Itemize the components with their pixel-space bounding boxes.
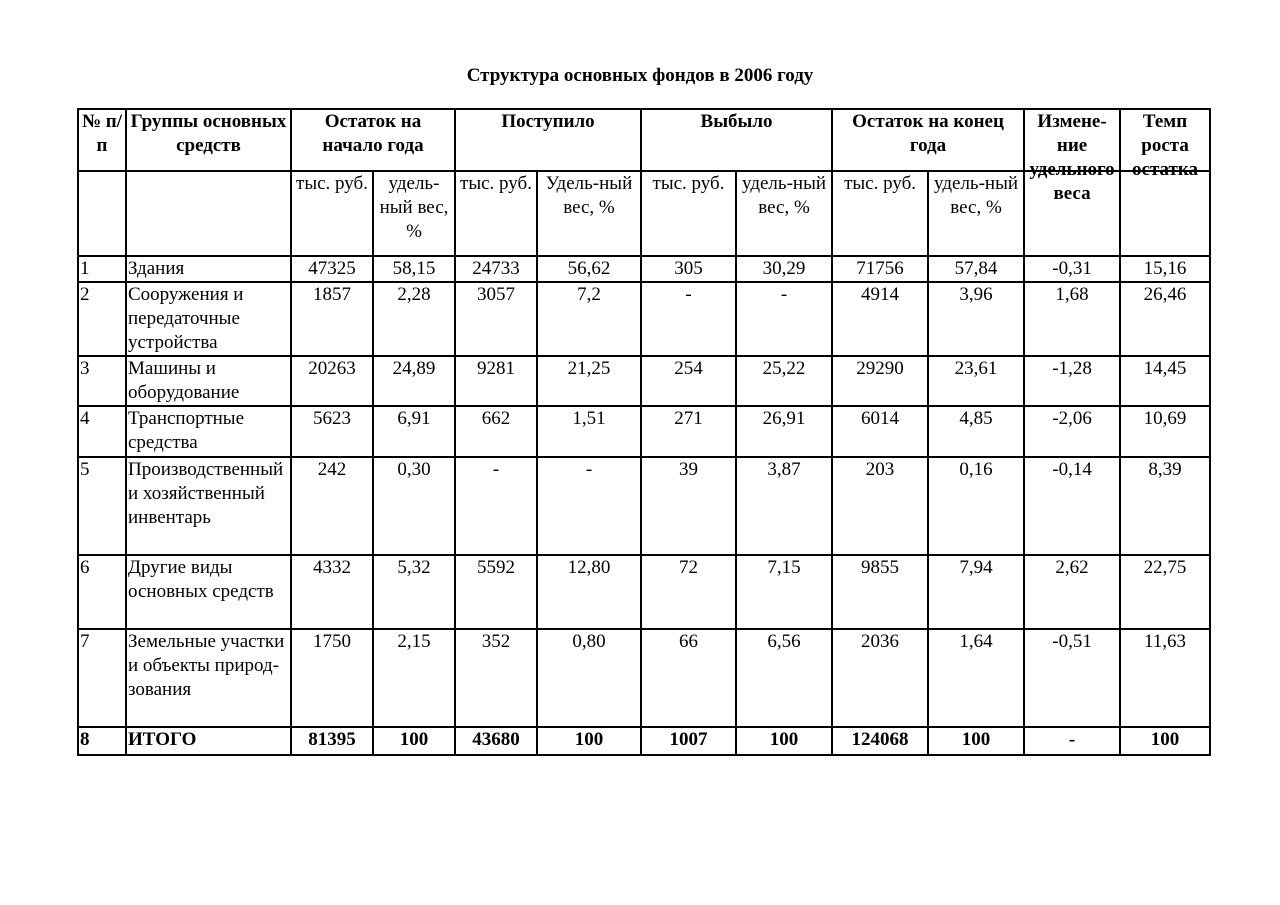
row-retired-sum: 66: [641, 629, 736, 727]
row-name: Здания: [126, 256, 291, 282]
total-row: [78, 727, 1210, 755]
subheader-start-share: удель-ный вес, %: [373, 171, 455, 256]
row-retired-share: 26,91: [736, 406, 832, 457]
row-growth: 8,39: [1120, 457, 1210, 555]
header-change: [1024, 109, 1120, 204]
row-growth: 100: [1120, 727, 1210, 755]
row-start-share: 6,91: [373, 406, 455, 457]
row-name: Транспортные средства: [126, 406, 291, 457]
row-retired-sum: -: [641, 282, 736, 356]
row-start-share: 100: [373, 727, 455, 755]
row-received-sum: 662: [455, 406, 537, 457]
row-growth: 26,46: [1120, 282, 1210, 356]
row-end-sum: 124068: [832, 727, 928, 755]
row-change: 2,62: [1024, 555, 1120, 629]
header-retired: Выбыло: [641, 109, 832, 171]
row-retired-share: 7,15: [736, 555, 832, 629]
row-name: Машины и оборудование: [126, 356, 291, 406]
row-num: 5: [78, 457, 126, 555]
row-growth: 15,16: [1120, 256, 1210, 282]
row-start-sum: 1857: [291, 282, 373, 356]
row-num: 4: [78, 406, 126, 457]
row-num: 3: [78, 356, 126, 406]
row-received-share: 56,62: [537, 256, 641, 282]
subheader-end-sum: тыс. руб.: [832, 171, 928, 256]
header-growth: [1120, 109, 1210, 180]
row-retired-sum: 305: [641, 256, 736, 282]
header-group-text: Группы основных средств: [130, 111, 287, 156]
row-retired-share: -: [736, 282, 832, 356]
table-row: [78, 555, 1210, 629]
row-end-share: 4,85: [928, 406, 1024, 457]
row-end-sum: 2036: [832, 629, 928, 727]
row-name: Другие виды основных средств: [126, 555, 291, 629]
row-start-sum: 1750: [291, 629, 373, 727]
row-start-sum: 5623: [291, 406, 373, 457]
header-growth-text: Темп роста остатка: [1132, 111, 1199, 180]
row-end-share: 23,61: [928, 356, 1024, 406]
row-retired-share: 6,56: [736, 629, 832, 727]
header-received: Поступило: [455, 109, 641, 171]
row-change: -0,14: [1024, 457, 1120, 555]
row-change: -: [1024, 727, 1120, 755]
row-name: Производственный и хозяйственный инвентарь: [126, 457, 291, 555]
row-end-sum: 4914: [832, 282, 928, 356]
header-change-text: Измене-ние удельного веса: [1029, 111, 1115, 204]
row-received-sum: 352: [455, 629, 537, 727]
row-start-sum: 81395: [291, 727, 373, 755]
row-retired-sum: 39: [641, 457, 736, 555]
row-end-share: 100: [928, 727, 1024, 755]
row-end-sum: 203: [832, 457, 928, 555]
row-change: 1,68: [1024, 282, 1120, 356]
row-name: Земельные участки и объекты природ-зования: [126, 629, 291, 727]
row-received-sum: 24733: [455, 256, 537, 282]
subheader-received-sum: тыс. руб.: [455, 171, 537, 256]
row-received-share: 1,51: [537, 406, 641, 457]
row-start-sum: 20263: [291, 356, 373, 406]
row-num: 2: [78, 282, 126, 356]
row-start-sum: 242: [291, 457, 373, 555]
row-change: -1,28: [1024, 356, 1120, 406]
header-start: Остаток на начало года: [291, 109, 455, 171]
subheader-retired-share: удель-ный вес, %: [736, 171, 832, 256]
row-num: 6: [78, 555, 126, 629]
page-title: Структура основных фондов в 2006 году: [466, 65, 814, 86]
row-received-sum: 5592: [455, 555, 537, 629]
row-retired-share: 25,22: [736, 356, 832, 406]
table-row: [78, 457, 1210, 555]
subheader-retired-sum: тыс. руб.: [641, 171, 736, 256]
table-row: [78, 282, 1210, 356]
row-end-sum: 71756: [832, 256, 928, 282]
row-change: -2,06: [1024, 406, 1120, 457]
row-received-share: 21,25: [537, 356, 641, 406]
row-retired-share: 30,29: [736, 256, 832, 282]
row-received-sum: -: [455, 457, 537, 555]
row-num: 1: [78, 256, 126, 282]
row-retired-share: 100: [736, 727, 832, 755]
row-growth: 11,63: [1120, 629, 1210, 727]
row-retired-sum: 271: [641, 406, 736, 457]
row-growth: 10,69: [1120, 406, 1210, 457]
header-row: [78, 109, 1210, 171]
subheader-empty: [1120, 171, 1210, 256]
row-start-sum: 47325: [291, 256, 373, 282]
subheader-empty: [78, 171, 126, 256]
row-start-share: 5,32: [373, 555, 455, 629]
row-end-sum: 9855: [832, 555, 928, 629]
row-start-share: 2,15: [373, 629, 455, 727]
row-end-sum: 29290: [832, 356, 928, 406]
row-num: 8: [78, 727, 126, 755]
row-end-share: 0,16: [928, 457, 1024, 555]
row-received-share: 7,2: [537, 282, 641, 356]
row-retired-sum: 1007: [641, 727, 736, 755]
table-row: [78, 256, 1210, 282]
table-row: [78, 356, 1210, 406]
subheader-empty: [126, 171, 291, 256]
row-change: -0,31: [1024, 256, 1120, 282]
row-start-share: 24,89: [373, 356, 455, 406]
table-row: [78, 406, 1210, 457]
row-retired-sum: 254: [641, 356, 736, 406]
row-name: Сооружения и передаточные устройства: [126, 282, 291, 356]
row-start-share: 2,28: [373, 282, 455, 356]
row-num: 7: [78, 629, 126, 727]
subheader-start-sum: тыс. руб.: [291, 171, 373, 256]
row-growth: 22,75: [1120, 555, 1210, 629]
row-change: -0,51: [1024, 629, 1120, 727]
row-name: ИТОГО: [126, 727, 291, 755]
header-group: [126, 109, 291, 171]
row-received-sum: 43680: [455, 727, 537, 755]
row-received-sum: 3057: [455, 282, 537, 356]
subheader-end-share: удель-ный вес, %: [928, 171, 1024, 256]
row-received-share: 100: [537, 727, 641, 755]
row-end-share: 57,84: [928, 256, 1024, 282]
row-growth: 14,45: [1120, 356, 1210, 406]
row-retired-sum: 72: [641, 555, 736, 629]
header-end: Остаток на конец года: [832, 109, 1024, 171]
fixed-assets-table: [77, 108, 1211, 756]
row-end-share: 3,96: [928, 282, 1024, 356]
row-start-sum: 4332: [291, 555, 373, 629]
row-end-share: 7,94: [928, 555, 1024, 629]
row-end-sum: 6014: [832, 406, 928, 457]
row-retired-share: 3,87: [736, 457, 832, 555]
table-row: [78, 629, 1210, 727]
row-received-share: 12,80: [537, 555, 641, 629]
header-num: № п/п: [78, 109, 126, 171]
row-received-share: 0,80: [537, 629, 641, 727]
row-start-share: 58,15: [373, 256, 455, 282]
row-received-share: -: [537, 457, 641, 555]
subheader-received-share: Удель-ный вес, %: [537, 171, 641, 256]
row-end-share: 1,64: [928, 629, 1024, 727]
subheader-row: [78, 171, 1210, 256]
row-start-share: 0,30: [373, 457, 455, 555]
row-received-sum: 9281: [455, 356, 537, 406]
